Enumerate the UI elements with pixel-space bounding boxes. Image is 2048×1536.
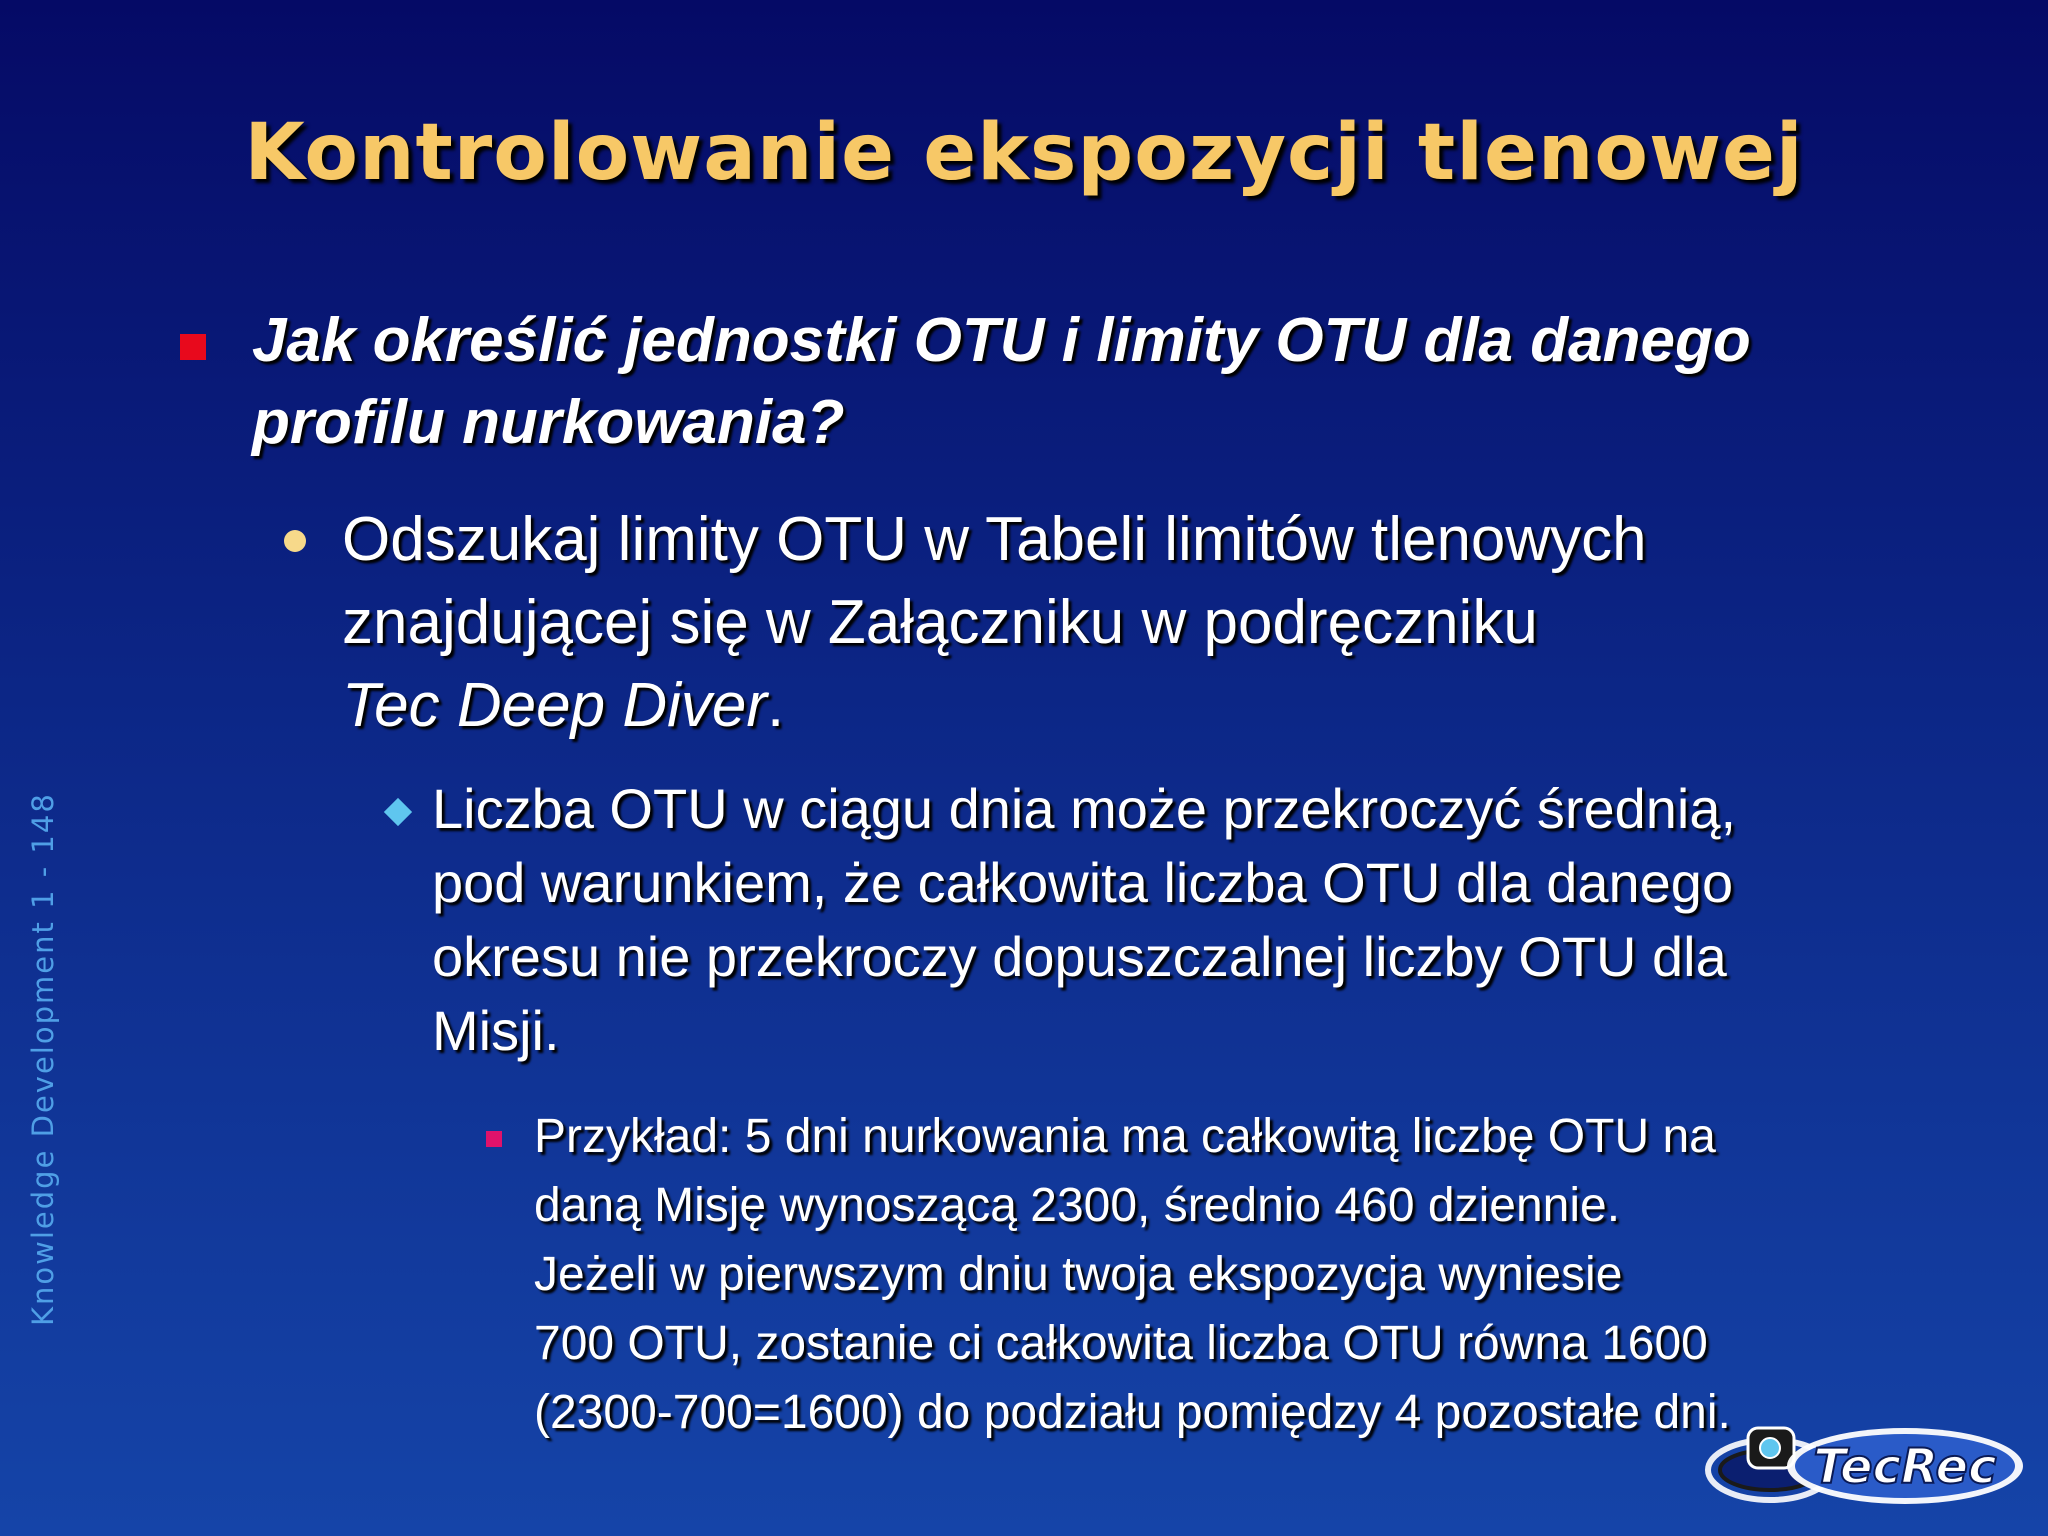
slide-title: Kontrolowanie ekspozycji tlenowej: [244, 108, 1804, 198]
bullet-level2-line: Odszukaj limity OTU w Tabeli limitów tlenowych: [342, 505, 1647, 574]
bullet-level4-line: Jeżeli w pierwszym dniu twoja ekspozycja wyniesie: [534, 1248, 1623, 1301]
round-bullet-icon: [284, 530, 306, 552]
sentence-end: .: [767, 671, 785, 740]
bullet-level2-line: znajdującej się w Załączniku w podręczniku: [342, 588, 1538, 657]
bullet-level1-line: profilu nurkowania?: [252, 388, 845, 457]
bullet-level3-line: pod warunkiem, że całkowita liczba OTU dla danego: [432, 851, 1734, 914]
bullet-level4-line: (2300-700=1600) do podziału pomiędzy 4 pozostałe dni.: [534, 1386, 1731, 1439]
bullet-level1-line: Jak określić jednostki OTU i limity OTU dla danego: [252, 306, 1751, 375]
book-title: Tec Deep Diver: [342, 671, 768, 740]
small-square-bullet-icon: [486, 1131, 502, 1147]
bullet-level2-line: [342, 664, 1942, 747]
bullet-level4-line: Przykład: 5 dni nurkowania ma całkowitą liczbę OTU na: [534, 1110, 1716, 1163]
logo-text: TecRec: [1813, 1439, 1997, 1495]
bullet-level3-line: okresu nie przekroczy dopuszczalnej liczby OTU dla: [432, 925, 1727, 988]
side-page-label: Knowledge Development 1 - 148: [26, 792, 60, 1326]
bullet-level3-line: Liczba OTU w ciągu dnia może przekroczyć średnią,: [432, 777, 1737, 840]
bullet-level3-text: [432, 772, 1992, 1068]
tecrec-logo-icon: [1700, 1408, 2030, 1518]
bullet-level2-text: [342, 498, 1942, 747]
bullet-level4-text: [534, 1102, 2034, 1447]
diamond-bullet-icon: [384, 798, 412, 826]
square-bullet-icon: [180, 334, 206, 360]
bullet-level3-line: Misji.: [432, 999, 560, 1062]
bullet-level1-text: [252, 300, 1952, 464]
bullet-level4-line: daną Misję wynoszącą 2300, średnio 460 dziennie.: [534, 1179, 1621, 1232]
bullet-level4-line: 700 OTU, zostanie ci całkowita liczba OTU równa 1600: [534, 1317, 1708, 1370]
